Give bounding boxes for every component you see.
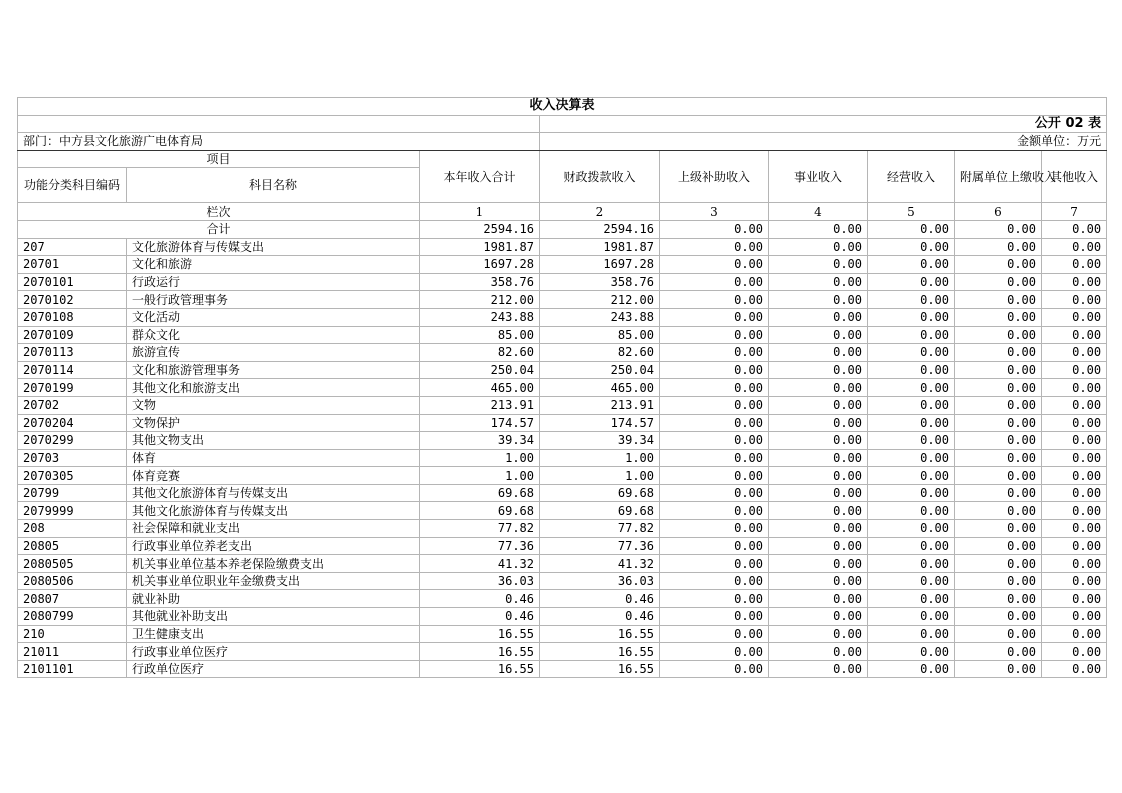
table-row (18, 308, 1107, 326)
row-value: 0.00 (1042, 625, 1107, 643)
row-value: 0.00 (1042, 414, 1107, 432)
row-code: 2070113 (18, 344, 127, 362)
row-value: 0.00 (1042, 396, 1107, 414)
header-name: 科目名称 (127, 168, 420, 203)
row-value: 0.00 (955, 414, 1042, 432)
row-value: 0.00 (955, 520, 1042, 538)
row-value: 85.00 (420, 326, 540, 344)
department-label: 部门：中方县文化旅游广电体育局 (18, 133, 540, 151)
row-code: 21011 (18, 643, 127, 661)
row-value: 0.00 (955, 572, 1042, 590)
row-value: 1981.87 (420, 238, 540, 256)
table-row (18, 432, 1107, 450)
row-value: 0.00 (955, 590, 1042, 608)
row-value: 0.00 (1042, 432, 1107, 450)
row-value: 0.00 (769, 643, 868, 661)
income-final-accounts-table (17, 97, 1107, 678)
row-value: 0.00 (868, 520, 955, 538)
row-value: 0.00 (660, 537, 769, 555)
row-value: 0.00 (955, 432, 1042, 450)
row-value: 0.00 (1042, 326, 1107, 344)
row-value: 0.00 (769, 432, 868, 450)
row-value: 0.00 (1042, 608, 1107, 626)
row-value: 0.00 (868, 256, 955, 274)
row-code: 2070114 (18, 361, 127, 379)
table-row (18, 572, 1107, 590)
row-value: 0.00 (769, 256, 868, 274)
row-name: 文物 (127, 396, 420, 414)
header-affiliate: 附属单位上缴收入 (955, 150, 1042, 203)
row-value: 0.00 (868, 238, 955, 256)
row-value: 0.00 (955, 291, 1042, 309)
row-code: 2070199 (18, 379, 127, 397)
row-code: 208 (18, 520, 127, 538)
row-code: 20702 (18, 396, 127, 414)
row-value: 174.57 (420, 414, 540, 432)
row-value: 213.91 (540, 396, 660, 414)
table-row (18, 361, 1107, 379)
row-value: 1.00 (420, 449, 540, 467)
row-value: 0.00 (660, 608, 769, 626)
table-row (18, 291, 1107, 309)
row-name: 旅游宣传 (127, 344, 420, 362)
row-value: 1.00 (420, 467, 540, 485)
row-value: 0.46 (540, 590, 660, 608)
row-value: 0.00 (769, 291, 868, 309)
row-value: 0.00 (769, 467, 868, 485)
total-value: 0.00 (955, 220, 1042, 238)
table-row (18, 256, 1107, 274)
row-value: 77.82 (420, 520, 540, 538)
table-row (18, 467, 1107, 485)
header-fiscal: 财政拨款收入 (540, 150, 660, 203)
row-value: 0.00 (868, 379, 955, 397)
row-code: 2079999 (18, 502, 127, 520)
row-name: 行政单位医疗 (127, 660, 420, 678)
row-value: 0.00 (868, 537, 955, 555)
row-value: 0.00 (660, 361, 769, 379)
column-index-3: 3 (660, 203, 769, 221)
total-row (18, 220, 1107, 238)
row-code: 2080799 (18, 608, 127, 626)
row-code: 207 (18, 238, 127, 256)
table-row (18, 643, 1107, 661)
row-value: 0.00 (868, 484, 955, 502)
row-name: 卫生健康支出 (127, 625, 420, 643)
row-value: 0.00 (868, 625, 955, 643)
row-value: 69.68 (420, 484, 540, 502)
row-code: 2070299 (18, 432, 127, 450)
row-value: 0.00 (769, 344, 868, 362)
header-business: 事业收入 (769, 150, 868, 203)
row-name: 文化和旅游 (127, 256, 420, 274)
row-value: 0.00 (1042, 520, 1107, 538)
row-value: 0.00 (868, 643, 955, 661)
row-value: 0.00 (660, 502, 769, 520)
row-name: 就业补助 (127, 590, 420, 608)
row-value: 0.00 (955, 660, 1042, 678)
row-code: 2070109 (18, 326, 127, 344)
row-value: 0.00 (955, 625, 1042, 643)
row-name: 其他文化旅游体育与传媒支出 (127, 484, 420, 502)
row-value: 0.00 (1042, 555, 1107, 573)
table-row (18, 379, 1107, 397)
row-value: 0.00 (1042, 484, 1107, 502)
row-value: 243.88 (540, 308, 660, 326)
row-value: 0.00 (769, 555, 868, 573)
row-value: 39.34 (420, 432, 540, 450)
row-value: 0.00 (660, 467, 769, 485)
row-value: 0.00 (769, 484, 868, 502)
row-value: 0.00 (769, 502, 868, 520)
row-value: 0.00 (1042, 449, 1107, 467)
row-name: 文物保护 (127, 414, 420, 432)
row-value: 212.00 (540, 291, 660, 309)
row-value: 0.00 (660, 660, 769, 678)
row-name: 其他就业补助支出 (127, 608, 420, 626)
row-value: 0.00 (868, 608, 955, 626)
table-row (18, 414, 1107, 432)
row-value: 0.00 (955, 484, 1042, 502)
row-value: 0.00 (868, 449, 955, 467)
row-value: 0.00 (955, 643, 1042, 661)
table-row (18, 326, 1107, 344)
row-value: 0.00 (769, 625, 868, 643)
row-value: 85.00 (540, 326, 660, 344)
row-name: 社会保障和就业支出 (127, 520, 420, 538)
table-row (18, 660, 1107, 678)
row-value: 0.00 (955, 467, 1042, 485)
row-value: 0.00 (660, 572, 769, 590)
blank-cell (18, 115, 540, 133)
row-value: 0.00 (1042, 273, 1107, 291)
row-value: 0.00 (660, 238, 769, 256)
column-index-6: 6 (955, 203, 1042, 221)
row-code: 2080506 (18, 572, 127, 590)
row-code: 20807 (18, 590, 127, 608)
header-superior: 上级补助收入 (660, 150, 769, 203)
row-value: 0.00 (868, 572, 955, 590)
row-value: 1.00 (540, 467, 660, 485)
row-code: 2070108 (18, 308, 127, 326)
row-value: 0.00 (868, 502, 955, 520)
row-value: 16.55 (420, 643, 540, 661)
row-value: 0.00 (955, 344, 1042, 362)
row-value: 0.00 (955, 449, 1042, 467)
row-value: 36.03 (420, 572, 540, 590)
row-value: 0.46 (420, 590, 540, 608)
row-value: 0.00 (1042, 344, 1107, 362)
total-label: 合计 (18, 220, 420, 238)
row-value: 0.00 (660, 273, 769, 291)
table-row (18, 449, 1107, 467)
row-value: 0.00 (1042, 379, 1107, 397)
row-value: 0.00 (1042, 660, 1107, 678)
table-row (18, 555, 1107, 573)
row-value: 77.36 (420, 537, 540, 555)
row-value: 0.00 (660, 555, 769, 573)
row-value: 0.00 (769, 396, 868, 414)
row-value: 0.00 (1042, 502, 1107, 520)
row-value: 0.00 (1042, 308, 1107, 326)
table-title: 收入决算表 (18, 98, 1107, 116)
row-name: 行政事业单位医疗 (127, 643, 420, 661)
row-value: 0.46 (420, 608, 540, 626)
row-code: 2101101 (18, 660, 127, 678)
total-value: 2594.16 (540, 220, 660, 238)
total-value: 0.00 (1042, 220, 1107, 238)
column-index-5: 5 (868, 203, 955, 221)
row-value: 41.32 (420, 555, 540, 573)
row-value: 0.00 (660, 379, 769, 397)
row-value: 0.00 (1042, 467, 1107, 485)
row-value: 0.00 (955, 379, 1042, 397)
row-value: 0.00 (769, 414, 868, 432)
row-value: 0.00 (868, 660, 955, 678)
row-value: 358.76 (540, 273, 660, 291)
row-value: 0.00 (660, 326, 769, 344)
row-code: 20805 (18, 537, 127, 555)
row-value: 16.55 (420, 625, 540, 643)
table-row (18, 396, 1107, 414)
row-value: 0.00 (868, 467, 955, 485)
row-value: 0.00 (660, 432, 769, 450)
column-index-label: 栏次 (18, 203, 420, 221)
row-value: 0.00 (769, 572, 868, 590)
row-value: 0.00 (660, 643, 769, 661)
row-value: 0.00 (955, 256, 1042, 274)
row-value: 0.00 (769, 308, 868, 326)
row-value: 0.00 (769, 520, 868, 538)
row-value: 0.00 (868, 432, 955, 450)
row-code: 20703 (18, 449, 127, 467)
row-name: 其他文化和旅游支出 (127, 379, 420, 397)
row-name: 文化和旅游管理事务 (127, 361, 420, 379)
row-value: 0.00 (1042, 537, 1107, 555)
header-code: 功能分类科目编码 (18, 168, 127, 203)
row-value: 0.00 (660, 396, 769, 414)
table-row (18, 484, 1107, 502)
row-value: 16.55 (540, 625, 660, 643)
row-value: 0.00 (955, 238, 1042, 256)
row-name: 文化旅游体育与传媒支出 (127, 238, 420, 256)
row-value: 0.00 (660, 484, 769, 502)
table-row (18, 502, 1107, 520)
row-code: 20799 (18, 484, 127, 502)
table-row (18, 520, 1107, 538)
row-value: 0.00 (769, 361, 868, 379)
row-value: 213.91 (420, 396, 540, 414)
table-row (18, 238, 1107, 256)
row-value: 0.00 (1042, 572, 1107, 590)
row-name: 行政事业单位养老支出 (127, 537, 420, 555)
row-value: 0.00 (868, 308, 955, 326)
row-value: 0.00 (660, 625, 769, 643)
row-value: 0.00 (868, 555, 955, 573)
row-value: 0.00 (660, 256, 769, 274)
row-value: 465.00 (420, 379, 540, 397)
row-value: 0.00 (769, 379, 868, 397)
row-value: 0.00 (769, 537, 868, 555)
row-value: 250.04 (420, 361, 540, 379)
row-value: 1697.28 (420, 256, 540, 274)
row-name: 一般行政管理事务 (127, 291, 420, 309)
row-value: 77.36 (540, 537, 660, 555)
row-value: 0.00 (868, 273, 955, 291)
row-value: 0.00 (769, 273, 868, 291)
table-row (18, 625, 1107, 643)
row-value: 0.00 (660, 520, 769, 538)
header-operating: 经营收入 (868, 150, 955, 203)
row-value: 0.00 (1042, 291, 1107, 309)
row-value: 0.00 (660, 449, 769, 467)
row-value: 41.32 (540, 555, 660, 573)
row-code: 2070101 (18, 273, 127, 291)
row-value: 243.88 (420, 308, 540, 326)
total-value: 0.00 (660, 220, 769, 238)
row-name: 机关事业单位基本养老保险缴费支出 (127, 555, 420, 573)
row-value: 1981.87 (540, 238, 660, 256)
row-value: 16.55 (540, 660, 660, 678)
row-value: 0.00 (868, 590, 955, 608)
row-value: 0.00 (769, 326, 868, 344)
row-value: 0.00 (868, 291, 955, 309)
row-value: 0.00 (955, 537, 1042, 555)
row-value: 0.00 (868, 396, 955, 414)
row-name: 群众文化 (127, 326, 420, 344)
row-value: 82.60 (420, 344, 540, 362)
header-total: 本年收入合计 (420, 150, 540, 203)
row-value: 0.00 (868, 344, 955, 362)
row-value: 0.00 (769, 608, 868, 626)
row-value: 77.82 (540, 520, 660, 538)
row-value: 0.00 (769, 238, 868, 256)
column-index-1: 1 (420, 203, 540, 221)
row-code: 2070204 (18, 414, 127, 432)
row-value: 0.46 (540, 608, 660, 626)
row-value: 0.00 (660, 414, 769, 432)
row-name: 体育 (127, 449, 420, 467)
row-value: 0.00 (660, 344, 769, 362)
row-name: 其他文化旅游体育与传媒支出 (127, 502, 420, 520)
row-value: 1697.28 (540, 256, 660, 274)
row-value: 0.00 (660, 291, 769, 309)
table-row (18, 537, 1107, 555)
row-value: 358.76 (420, 273, 540, 291)
row-value: 0.00 (1042, 238, 1107, 256)
row-value: 0.00 (955, 361, 1042, 379)
row-code: 20701 (18, 256, 127, 274)
total-value: 2594.16 (420, 220, 540, 238)
row-name: 行政运行 (127, 273, 420, 291)
row-value: 16.55 (540, 643, 660, 661)
row-value: 0.00 (955, 555, 1042, 573)
row-value: 0.00 (769, 449, 868, 467)
column-index-4: 4 (769, 203, 868, 221)
row-value: 0.00 (769, 590, 868, 608)
unit-label: 金额单位：万元 (540, 133, 1107, 151)
header-item: 项目 (18, 150, 420, 168)
row-value: 0.00 (955, 502, 1042, 520)
row-value: 0.00 (868, 414, 955, 432)
row-value: 0.00 (1042, 643, 1107, 661)
row-code: 2070305 (18, 467, 127, 485)
row-value: 69.68 (540, 502, 660, 520)
row-code: 210 (18, 625, 127, 643)
row-value: 69.68 (420, 502, 540, 520)
row-value: 0.00 (955, 326, 1042, 344)
row-value: 0.00 (955, 273, 1042, 291)
row-value: 0.00 (769, 660, 868, 678)
total-value: 0.00 (868, 220, 955, 238)
column-index-7: 7 (1042, 203, 1107, 221)
table-row (18, 590, 1107, 608)
row-name: 文化活动 (127, 308, 420, 326)
row-value: 0.00 (1042, 590, 1107, 608)
row-value: 0.00 (1042, 256, 1107, 274)
row-value: 0.00 (955, 308, 1042, 326)
row-name: 机关事业单位职业年金缴费支出 (127, 572, 420, 590)
row-value: 0.00 (955, 608, 1042, 626)
total-value: 0.00 (769, 220, 868, 238)
row-value: 174.57 (540, 414, 660, 432)
row-value: 0.00 (955, 396, 1042, 414)
row-value: 465.00 (540, 379, 660, 397)
row-value: 0.00 (660, 308, 769, 326)
row-code: 2080505 (18, 555, 127, 573)
row-value: 1.00 (540, 449, 660, 467)
column-index-2: 2 (540, 203, 660, 221)
row-value: 0.00 (660, 590, 769, 608)
row-value: 250.04 (540, 361, 660, 379)
row-value: 212.00 (420, 291, 540, 309)
row-code: 2070102 (18, 291, 127, 309)
row-value: 36.03 (540, 572, 660, 590)
row-value: 16.55 (420, 660, 540, 678)
header-other: 其他收入 (1042, 150, 1107, 203)
table-row (18, 608, 1107, 626)
row-value: 0.00 (1042, 361, 1107, 379)
row-value: 0.00 (868, 326, 955, 344)
row-name: 其他文物支出 (127, 432, 420, 450)
table-body (18, 98, 1107, 678)
row-value: 69.68 (540, 484, 660, 502)
form-number: 公开 02 表 (540, 115, 1107, 133)
row-value: 82.60 (540, 344, 660, 362)
row-value: 0.00 (868, 361, 955, 379)
table-row (18, 344, 1107, 362)
row-name: 体育竞赛 (127, 467, 420, 485)
table-row (18, 273, 1107, 291)
row-value: 39.34 (540, 432, 660, 450)
